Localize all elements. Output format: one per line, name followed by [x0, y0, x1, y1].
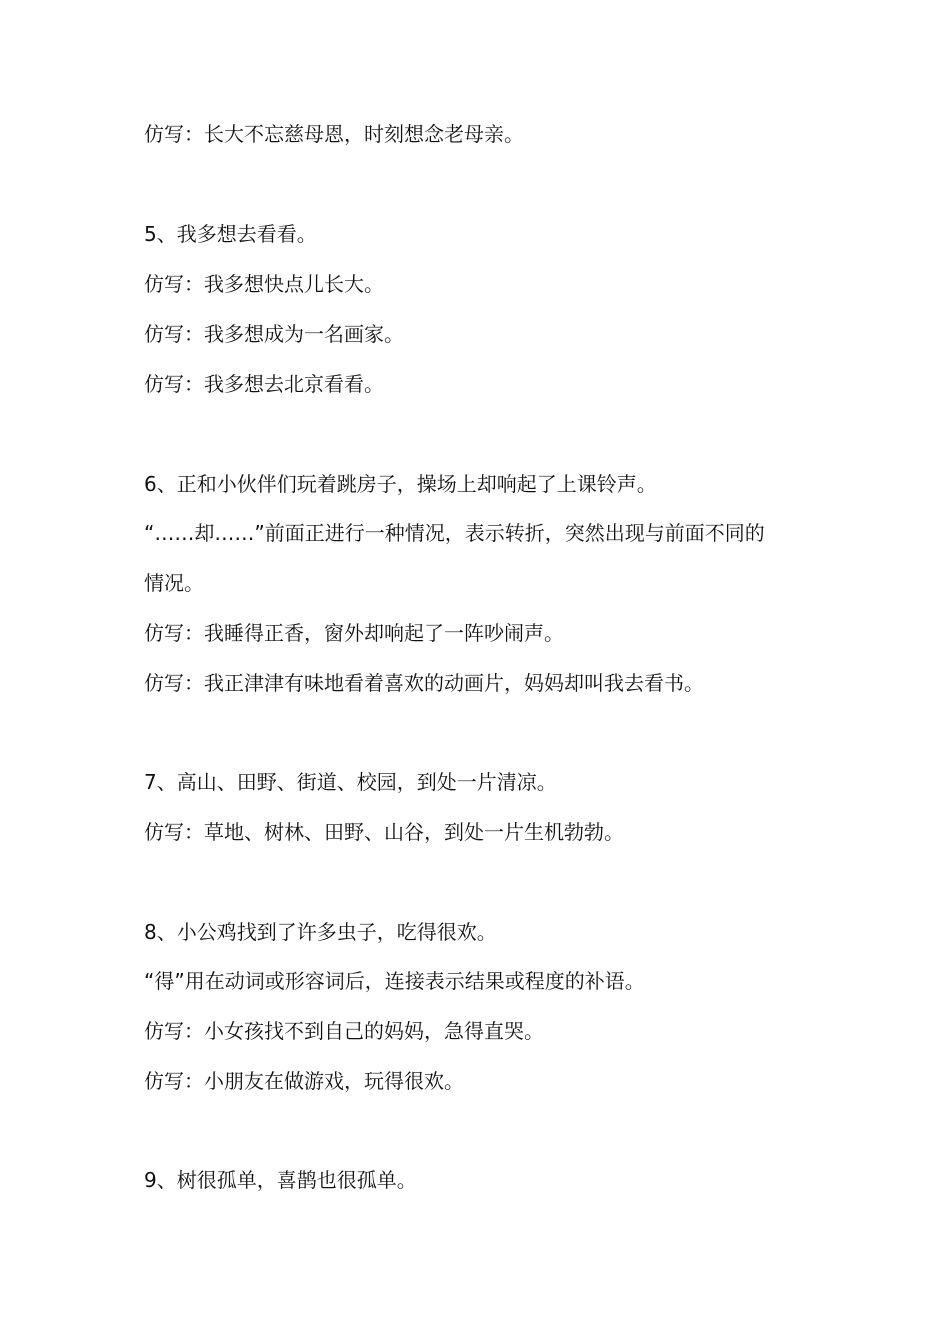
- text-line: 仿写：草地、树林、田野、山谷，到处一片生机勃勃。: [144, 820, 624, 844]
- text-line: 仿写：我多想快点儿长大。: [144, 272, 384, 296]
- text-line: 情况。: [144, 571, 204, 595]
- text-line: 仿写：长大不忘慈母恩，时刻想念老母亲。: [144, 122, 524, 146]
- text-line: 仿写：我正津津有味地看着喜欢的动画片，妈妈却叫我去看书。: [144, 671, 704, 695]
- text-line: 仿写：小女孩找不到自己的妈妈，急得直哭。: [144, 1019, 544, 1043]
- text-line: 仿写：我睡得正香，窗外却响起了一阵吵闹声。: [144, 621, 564, 645]
- text-line: 仿写：小朋友在做游戏，玩得很欢。: [144, 1069, 464, 1093]
- item-heading: 8、小公鸡找到了许多虫子，吃得很欢。: [144, 920, 497, 944]
- text-line: 仿写：我多想去北京看看。: [144, 372, 384, 396]
- text-line: 仿写：我多想成为一名画家。: [144, 322, 404, 346]
- item-heading: 5、我多想去看看。: [144, 222, 317, 246]
- text-line: “……却……”前面正进行一种情况，表示转折，突然出现与前面不同的: [144, 521, 765, 545]
- item-heading: 6、正和小伙伴们玩着跳房子，操场上却响起了上课铃声。: [144, 472, 657, 496]
- text-line: “得”用在动词或形容词后，连接表示结果或程度的补语。: [144, 969, 645, 993]
- item-heading: 7、高山、田野、街道、校园，到处一片清凉。: [144, 770, 557, 794]
- item-heading: 9、树很孤单，喜鹊也很孤单。: [144, 1168, 417, 1192]
